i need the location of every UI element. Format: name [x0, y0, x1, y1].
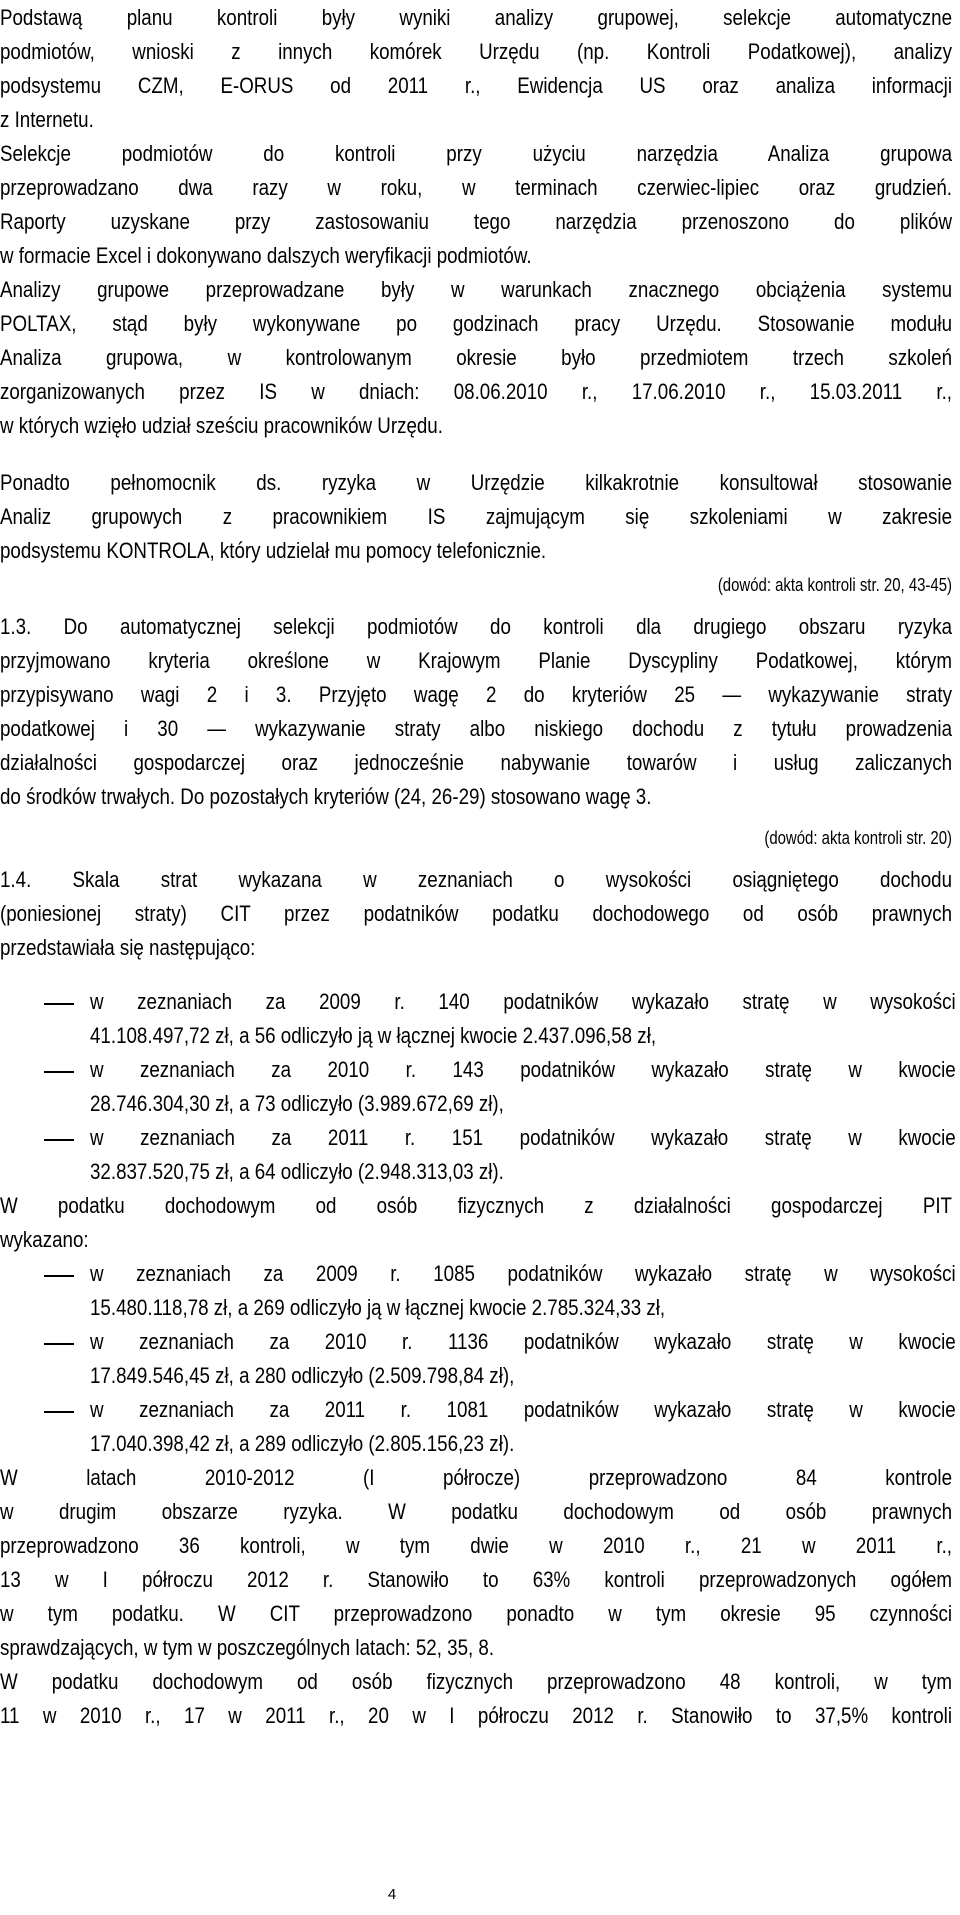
text-line: 11 w 2010 r., 17 w 2011 r., 20 w I półroczu 2012 r. Stanowiło to 37,5% kontroli	[0, 1703, 953, 1728]
list-item: w zeznaniach za 2010 r. 143 podatników wykazało stratę w kwocie	[90, 1057, 956, 1082]
dash-bullet-icon	[44, 1003, 74, 1005]
text-line: (poniesionej straty) CIT przez podatników podatku dochodowego od osób prawnych	[0, 901, 953, 926]
text-line: Podstawą planu kontroli były wyniki analizy grupowej, selekcje automatyczne	[0, 5, 953, 30]
text-line: W podatku dochodowym od osób fizycznych przeprowadzono 48 kontroli, w tym	[0, 1669, 953, 1694]
list-item-continuation: 41.108.497,72 zł, a 56 odliczyło ją w łącznej kwocie 2.437.096,58 zł,	[90, 1023, 657, 1048]
text-line: 1.4. Skala strat wykazana w zeznaniach o wysokości osiągniętego dochodu	[0, 867, 953, 892]
evidence-reference: (dowód: akta kontroli str. 20)	[764, 828, 953, 848]
list-item: w zeznaniach za 2011 r. 151 podatników wykazało stratę w kwocie	[90, 1125, 956, 1150]
text-line: Analiza grupowa, w kontrolowanym okresie było przedmiotem trzech szkoleń	[0, 345, 953, 370]
evidence-reference: (dowód: akta kontroli str. 20, 43-45)	[717, 575, 953, 595]
list-item: w zeznaniach za 2011 r. 1081 podatników wykazało stratę w kwocie	[90, 1397, 956, 1422]
text-line: W latach 2010-2012 (I półrocze) przeprowadzono 84 kontrole	[0, 1465, 953, 1490]
text-line: w drugim obszarze ryzyka. W podatku dochodowym od osób prawnych	[0, 1499, 953, 1524]
text-line: przedstawiała się następująco:	[0, 935, 256, 960]
dash-bullet-icon	[44, 1139, 74, 1141]
text-line: podsystemu KONTROLA, który udzielał mu pomocy telefonicznie.	[0, 538, 547, 563]
text-line: przyjmowano kryteria określone w Krajowym Planie Dyscypliny Podatkowej, którym	[0, 648, 953, 673]
dash-bullet-icon	[44, 1071, 74, 1073]
text-line: z Internetu.	[0, 107, 94, 132]
text-line: Analiz grupowych z pracownikiem IS zajmującym się szkoleniami w zakresie	[0, 504, 953, 529]
text-line: W podatku dochodowym od osób fizycznych z działalności gospodarczej PIT	[0, 1193, 953, 1218]
dash-bullet-icon	[44, 1275, 74, 1277]
text-line: POLTAX, stąd były wykonywane po godzinach pracy Urzędu. Stosowanie modułu	[0, 311, 953, 336]
list-item-continuation: 17.040.398,42 zł, a 289 odliczyło (2.805.156,23 zł).	[90, 1431, 515, 1456]
text-line: Analizy grupowe przeprowadzane były w warunkach znacznego obciążenia systemu	[0, 277, 953, 302]
text-line: Ponadto pełnomocnik ds. ryzyka w Urzędzie kilkakrotnie konsultował stosowanie	[0, 470, 953, 495]
text-line: przypisywano wagi 2 i 3. Przyjęto wagę 2 do kryteriów 25 — wykazywanie straty	[0, 682, 953, 707]
list-item-continuation: 32.837.520,75 zł, a 64 odliczyło (2.948.313,03 zł).	[90, 1159, 504, 1184]
list-item: w zeznaniach za 2009 r. 140 podatników wykazało stratę w wysokości	[90, 989, 956, 1014]
page-number: 4	[387, 1886, 397, 1903]
text-line: do środków trwałych. Do pozostałych kryteriów (24, 26-29) stosowano wagę 3.	[0, 784, 652, 809]
text-line: podsystemu CZM, E-ORUS od 2011 r., Ewidencja US oraz analiza informacji	[0, 73, 953, 98]
list-item: w zeznaniach za 2009 r. 1085 podatników wykazało stratę w wysokości	[90, 1261, 956, 1286]
dash-bullet-icon	[44, 1343, 74, 1345]
list-item: w zeznaniach za 2010 r. 1136 podatników wykazało stratę w kwocie	[90, 1329, 956, 1354]
text-line: w formacie Excel i dokonywano dalszych weryfikacji podmiotów.	[0, 243, 532, 268]
text-line: działalności gospodarczej oraz jednocześnie nabywanie towarów i usług zaliczanych	[0, 750, 953, 775]
text-line: w tym podatku. W CIT przeprowadzono ponadto w tym okresie 95 czynności	[0, 1601, 953, 1626]
dash-bullet-icon	[44, 1411, 74, 1413]
text-line: 13 w I półroczu 2012 r. Stanowiło to 63% kontroli przeprowadzonych ogółem	[0, 1567, 953, 1592]
text-line: przeprowadzono 36 kontroli, w tym dwie w 2010 r., 21 w 2011 r.,	[0, 1533, 953, 1558]
text-line: sprawdzających, w tym w poszczególnych latach: 52, 35, 8.	[0, 1635, 495, 1660]
text-line: podmiotów, wnioski z innych komórek Urzędu (np. Kontroli Podatkowej), analizy	[0, 39, 953, 64]
text-line: zorganizowanych przez IS w dniach: 08.06.2010 r., 17.06.2010 r., 15.03.2011 r.,	[0, 379, 953, 404]
text-line: Selekcje podmiotów do kontroli przy użyciu narzędzia Analiza grupowa	[0, 141, 953, 166]
text-line: wykazano:	[0, 1227, 89, 1252]
text-line: przeprowadzano dwa razy w roku, w terminach czerwiec-lipiec oraz grudzień.	[0, 175, 953, 200]
text-line: 1.3. Do automatycznej selekcji podmiotów do kontroli dla drugiego obszaru ryzyka	[0, 614, 953, 639]
text-line: w których wzięło udział sześciu pracowników Urzędu.	[0, 413, 443, 438]
text-line: podatkowej i 30 — wykazywanie straty albo niskiego dochodu z tytułu prowadzenia	[0, 716, 953, 741]
text-line: Raporty uzyskane przy zastosowaniu tego narzędzia przenoszono do plików	[0, 209, 953, 234]
list-item-continuation: 28.746.304,30 zł, a 73 odliczyło (3.989.672,69 zł),	[90, 1091, 504, 1116]
list-item-continuation: 15.480.118,78 zł, a 269 odliczyło ją w łącznej kwocie 2.785.324,33 zł,	[90, 1295, 666, 1320]
list-item-continuation: 17.849.546,45 zł, a 280 odliczyło (2.509.798,84 zł),	[90, 1363, 515, 1388]
